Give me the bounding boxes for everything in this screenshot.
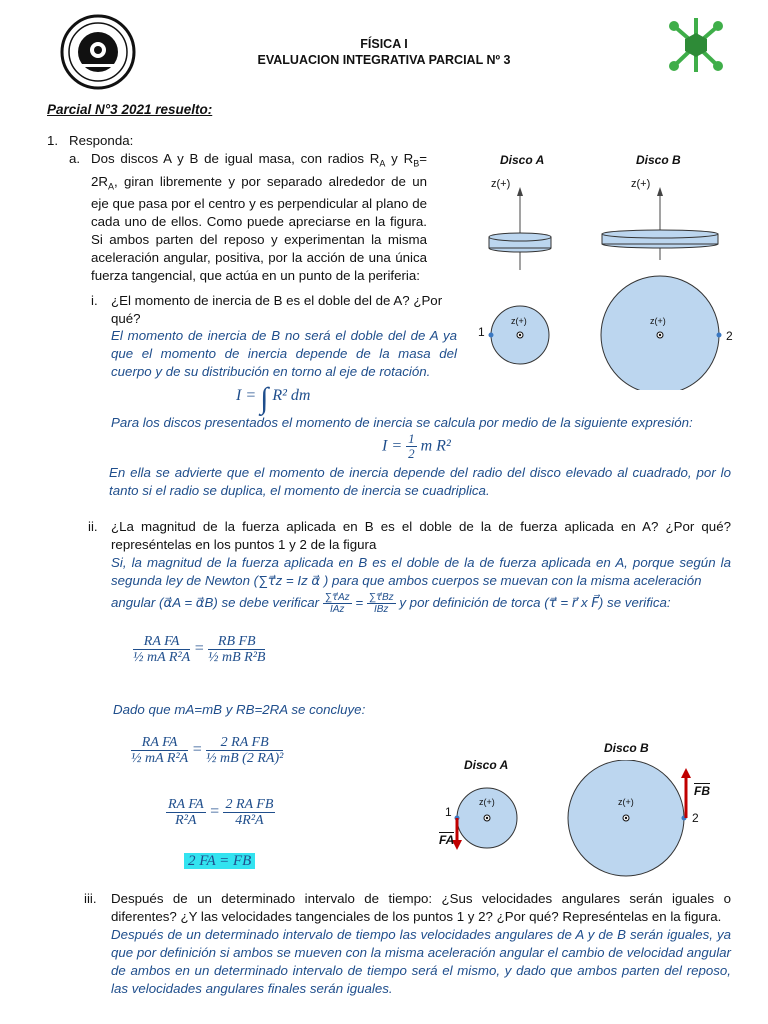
doc-subtitle: EVALUACION INTEGRATIVA PARCIAL Nº 3 xyxy=(257,53,511,67)
qii-question: ¿La magnitud de la fuerza aplicada en B es el doble de la de fuerza aplicada en A? ¿Por qué? represéntelas en los puntos 1 y 2 de la figura xyxy=(111,519,731,552)
fig1-disk-a-title: Disco A xyxy=(500,153,545,167)
qa-statement: Dos discos A y B de igual masa, con radios $R_A$ y $R_B= 2R_A$, giran libremente y por separado alrededor de un eje que pasa por el centro y es perpendicular al plano de cada uno de ellos. Como puede apreciarse en la figura. Si ambos parten del reposo y experimentan la misma aceleración angular, positiva, por la acción de una única fuerza tangencial, que actúa en un punto de la periferia: xyxy=(91,151,427,284)
qi-marker: i. xyxy=(91,293,98,308)
fig1-disk-b-title: Disco B xyxy=(636,153,681,167)
qiii-question: Después de un determinado intervalo de tiempo: ¿Sus velocidades angulares serán iguales o diferentes? ¿Y las velocidades tangenciales de los puntos 1 y 2? ¿Por qué? Represéntelas en la figura. xyxy=(111,891,731,924)
eq-inertia-disk: I = $\frac{1}{2}$ m R² xyxy=(382,431,451,462)
seal-icon xyxy=(60,14,136,90)
eq-step-1: $\frac{\text{RA FA}}{\text{½ mA R²A}}$ = $\frac{\text{2 RA FB}}{\text{½ mB (2 RA)²}}$ xyxy=(131,735,284,767)
qi-paragraph: Para los discos presentados el momento de inercia se calcula por medio de la siguiente expresión: xyxy=(111,415,693,430)
fig2-disk-a-title: Disco A xyxy=(464,758,509,772)
figure2-diagram xyxy=(430,760,730,890)
doc-title: FÍSICA I xyxy=(360,37,408,51)
qi-question: ¿El momento de inercia de B es el doble del de A? ¿Por qué? xyxy=(111,293,443,326)
qii-given: Dado que mA=mB y RB=2RA se concluye: xyxy=(113,702,366,717)
qa-marker: a. xyxy=(69,151,81,166)
disk-a-side-view xyxy=(489,187,551,270)
qi-answer: El momento de inercia de B no será el doble del de A ya que el momento de inercia depende de la masa del cuerpo y de su distribución en torno al eje de rotación. xyxy=(111,328,457,379)
eq-torque-equality: $\frac{\text{RA FA}}{\text{½ mA R²A}}$ = $\frac{\text{RB FB}}{\text{½ mB R²B}}$ xyxy=(133,634,266,666)
fig1-axis-label-b: z(+) xyxy=(631,178,651,190)
eq-inertia-integral: I = ∫ R² dm xyxy=(236,382,311,415)
fig1-point-2: 2 xyxy=(726,329,733,343)
fig2-disk-b-title: Disco B xyxy=(604,741,649,755)
fig1-axis-label-a: z(+) xyxy=(491,178,511,190)
qiii-marker: iii. xyxy=(84,891,97,906)
fig1-axis-top-a: z(+) xyxy=(511,316,527,326)
fig1-point-1: 1 xyxy=(478,325,485,339)
qiii-answer: Después de un determinado intervalo de tiempo las velocidades angulares de A y de B serán iguales, ya que por definición si ambos se mueven con la misma aceleración angular el cambio de velocidad angular de ambos en un determinado intervalo de tiempo será el mismo, y dado que ambos parten del reposo, las velocidades angulares finales serán iguales. xyxy=(111,927,731,996)
qi-conclusion: En ella se advierte que el momento de inercia depende del radio del disco elevado al cuadrado, por lo tanto si el radio se duplica, el momento de inercia se cuadriplica. xyxy=(109,465,731,498)
fig2-disk-b xyxy=(568,760,687,876)
section-heading: Parcial N°3 2021 resuelto: xyxy=(47,102,213,117)
fig1-axis-top-b: z(+) xyxy=(650,316,666,326)
fig2-point-1: 1 xyxy=(445,805,452,819)
qii-answer-2: angular (α⃗A = α⃗B) se debe verificar $\frac{\sum\tau⃗Az}{\text{IAz}}$ = $\frac{\sum\tau⃗Bz}{\text{IBz}}$ y por definición de torca (τ⃗ = r⃗ x F⃗) se verifica: xyxy=(111,592,671,615)
qii-marker: ii. xyxy=(88,519,98,534)
figure1-diagram xyxy=(480,170,740,390)
disk-b-top-view xyxy=(601,276,722,390)
qii-answer-1: Si, la magnitud de la fuerza aplicada en B es el doble de la de fuerza aplicada en A, porque según la segunda ley de Newton (∑τ⃗z = Iz α⃗ ) para que ambos cuerpos se muevan con la misma aceleración xyxy=(111,555,731,588)
university-seal xyxy=(60,14,136,90)
disk-a-top-view xyxy=(489,306,550,364)
q1-number: 1. xyxy=(47,133,59,148)
eq-result: 2 FA = FB xyxy=(184,853,255,870)
force-label-b: FB xyxy=(694,784,710,798)
fig2-point-2: 2 xyxy=(692,811,699,825)
eq-step-2: $\frac{\text{RA FA}}{\text{R²A}}$ = $\frac{\text{2 RA FB}}{\text{4R²A}}$ xyxy=(168,797,274,829)
disk-b-side-view xyxy=(602,187,718,260)
force-label-a: FA xyxy=(439,833,455,847)
fig2-axis-a: z(+) xyxy=(479,797,495,807)
fig2-axis-b: z(+) xyxy=(618,797,634,807)
q1-label: Responda: xyxy=(69,133,134,148)
